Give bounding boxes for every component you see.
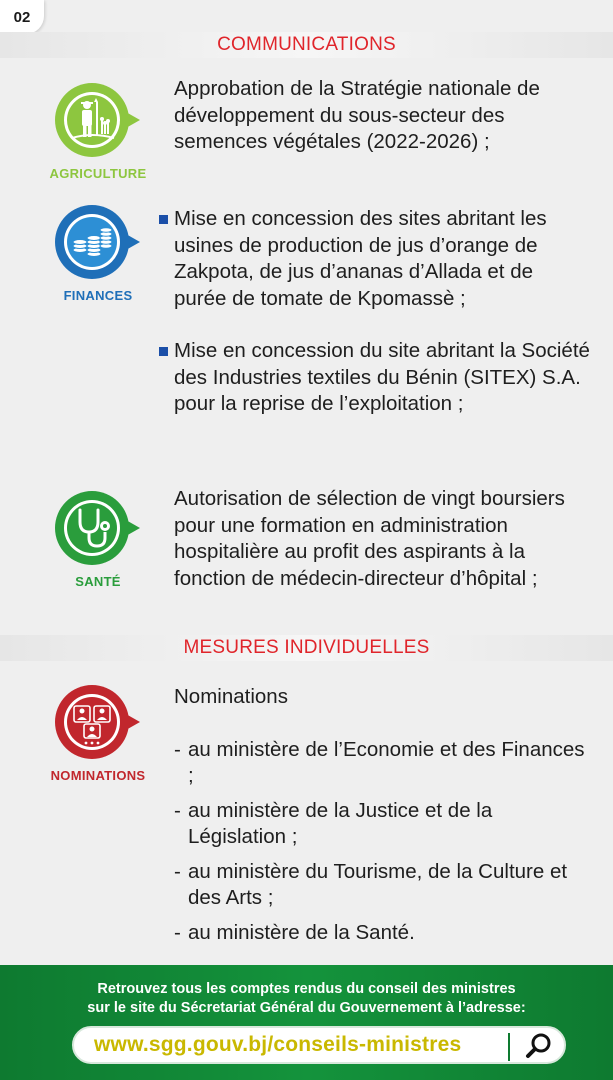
footer-text	[0, 980, 613, 1018]
agriculture-label: AGRICULTURE	[49, 166, 147, 181]
finances-badge	[42, 200, 154, 303]
section-header-mesures	[0, 635, 613, 661]
nominations-label: NOMINATIONS	[50, 768, 146, 783]
sante-text: Autorisation de sélection de vingt boursiers pour une formation en administration hospitalière au profit des aspirants à la fonction de médecin-directeur d’hôpital ;	[174, 487, 565, 590]
coins-icon	[50, 200, 146, 284]
nomination-item: - au ministère du Tourisme, de la Culture et des Arts ;	[174, 859, 568, 909]
agriculture-badge	[42, 78, 154, 181]
section-title: COMMUNICATIONS	[217, 34, 396, 55]
farmer-icon	[50, 78, 146, 162]
stethoscope-icon	[50, 486, 146, 570]
nomination-item: - au ministère de la Santé.	[174, 920, 415, 944]
page-number: 02	[0, 0, 44, 34]
search-icon[interactable]	[522, 1031, 556, 1061]
nominations-badge	[42, 680, 154, 783]
nomination-item: - au ministère de l’Economie et des Finances ;	[174, 737, 585, 787]
bullet-square-icon	[159, 347, 168, 356]
finances-item: Mise en concession des sites abritant les usines de production de jus d’orange de Zakpota, de jus d’ananas d’Allada et de purée de tomate de Kpomassè ;	[174, 206, 591, 312]
url-divider	[508, 1033, 510, 1061]
nomination-item: - au ministère de la Justice et de la Législation ;	[174, 798, 493, 848]
sante-badge	[42, 486, 154, 589]
nominations-title: Nominations	[174, 685, 288, 708]
finances-item: Mise en concession du site abritant la Société des Industries textiles du Bénin (SITEX) S.A. pour la reprise de l’exploitation ;	[174, 338, 591, 418]
footer-line: Retrouvez tous les comptes rendus du conseil des ministres	[97, 981, 516, 997]
site-url-link[interactable]: www.sgg.gouv.bj/conseils-ministres	[94, 1033, 462, 1056]
nominations-text	[174, 684, 591, 954]
bullet-square-icon	[159, 215, 168, 224]
footer-line: sur le site du Sécretariat Général du Gouvernement à l’adresse:	[87, 1000, 526, 1016]
people-icon	[50, 680, 146, 764]
finances-label: FINANCES	[63, 288, 133, 303]
section-header-communications	[0, 32, 613, 58]
sante-label: SANTÉ	[75, 574, 121, 589]
finances-text	[174, 206, 591, 418]
section-title: MESURES INDIVIDUELLES	[183, 637, 430, 658]
url-bar[interactable]	[72, 1026, 566, 1064]
agriculture-text: Approbation de la Stratégie nationale de développement du sous-secteur des semences végétales (2022-2026) ;	[174, 77, 540, 153]
